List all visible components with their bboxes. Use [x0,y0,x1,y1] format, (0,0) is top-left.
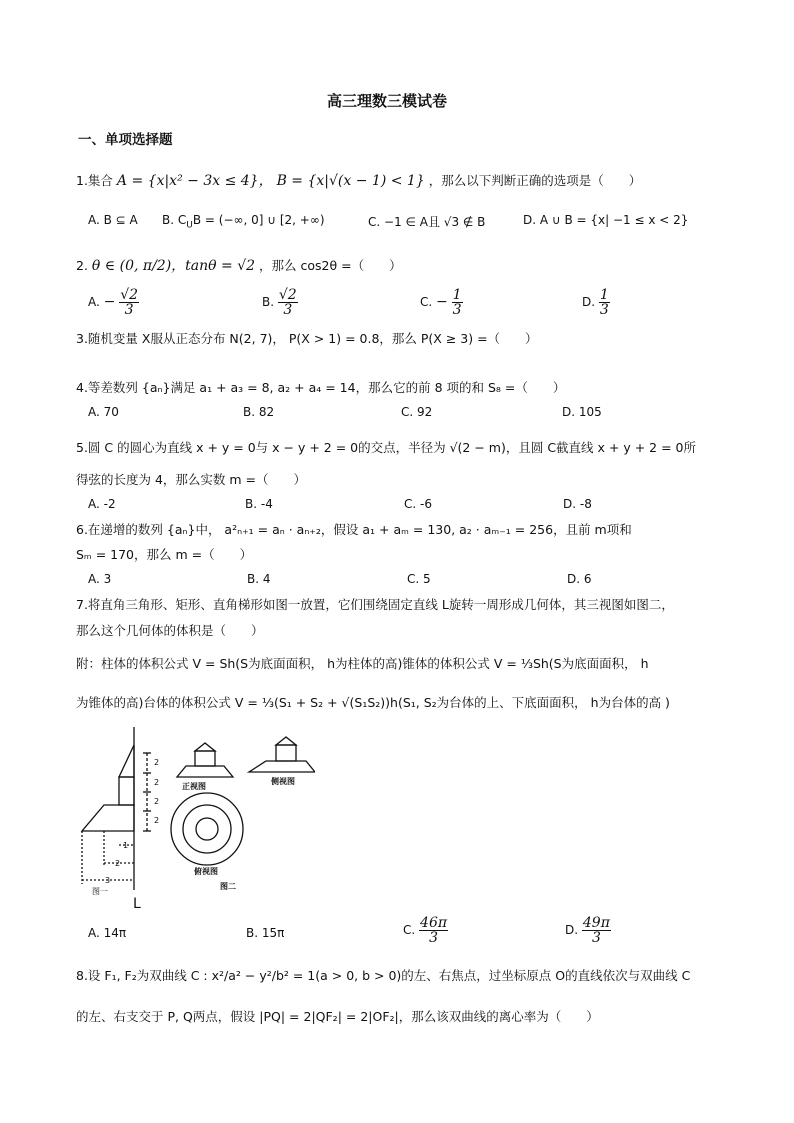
q2-option-c-fraction [452,288,463,317]
q5-option-d[interactable]: D. -8 [563,497,592,511]
numerator: 49π [582,915,610,931]
side-view-body [276,745,296,761]
q2-option-d-label: D. [582,295,596,309]
q6-option-c[interactable]: C. 5 [407,572,431,586]
dimension-label-1: 1 [123,841,129,850]
height-label-1: 2 [154,758,160,767]
trapezoid-shape [82,805,134,831]
q5-option-c[interactable]: C. -6 [404,497,432,511]
q1-prefix: 1.集合 [76,173,113,188]
top-view-label: 俯视图 [194,867,218,876]
q7-option-c-fraction [419,916,448,945]
q1-option-a[interactable]: A. B ⊆ A [88,213,138,227]
height-label-3: 2 [154,797,160,806]
q2-option-b-fraction [278,288,298,317]
front-view-body [195,751,215,766]
question-5-line-2: 得弦的长度为 4，那么实数 m =（ ） [76,472,307,487]
top-view-middle-circle [183,805,231,853]
q1-option-b[interactable] [162,213,325,230]
q7-option-d-label: D. [565,923,579,937]
q4-option-d[interactable]: D. 105 [562,405,602,419]
q7-option-c[interactable] [403,916,448,945]
q1-option-b-rest: B = (−∞, 0] ∪ [2, +∞) [192,213,325,227]
q2-option-d[interactable] [582,288,610,317]
triangle-shape [119,745,134,777]
front-view-label: 正视图 [182,782,206,791]
top-view-inner-circle [196,818,218,840]
q7-option-a[interactable]: A. 14π [88,926,127,940]
q2-option-a[interactable] [88,288,139,317]
q2-option-c[interactable] [420,288,463,317]
q4-option-a[interactable]: A. 70 [88,405,119,419]
section-heading: 一、单项选择题 [78,132,173,148]
question-4: 4.等差数列 {aₙ}满足 a₁ + a₃ = 8, a₂ + a₄ = 14，那么它的前 8 项的和 S₈ =（ ） [76,380,566,395]
numerator: 46π [420,915,448,931]
height-label-4: 2 [154,816,160,825]
question-3: 3.随机变量 X服从正态分布 N(2, 7)， P(X > 1) = 0.8，那么 P(X ≥ 3) =（ ） [76,331,538,346]
q1-option-c[interactable]: C. −1 ∈ A且 √3 ∉ B [368,215,486,229]
question-6-line-2: Sₘ = 170，那么 m =（ ） [76,547,253,562]
side-view-label: 侧视图 [271,777,295,786]
height-label-2: 2 [154,778,160,787]
q5-option-a[interactable]: A. -2 [88,497,116,511]
dimension-label-3: 3 [105,876,111,885]
q7-option-d[interactable] [565,916,611,945]
denominator: 3 [591,930,601,946]
numerator: √2 [278,287,297,303]
q2-option-b-label: B. [262,295,275,309]
figure-2-caption: 图二 [220,882,236,891]
q2-prefix: 2. [76,258,88,273]
q2-option-a-fraction [119,288,139,317]
question-5-line-1: 5.圆 C 的圆心为直线 x + y = 0与 x − y + 2 = 0的交点，半径为 √(2 − m)，且圆 C截直线 x + y + 2 = 0所 [76,440,696,455]
q5-option-b[interactable]: B. -4 [245,497,273,511]
q6-option-d[interactable]: D. 6 [567,572,592,586]
q7-option-c-label: C. [403,923,416,937]
side-view-base [249,761,315,772]
q2-option-b[interactable] [262,288,298,317]
question-6-line-1: 6.在递增的数列 {aₙ}中， a²ₙ₊₁ = aₙ · aₙ₊₂，假设 a₁ + aₘ = 130, a₂ · aₘ₋₁ = 256，且前 m项和 [76,522,632,537]
denominator: 3 [452,302,462,318]
axis-label-l: L [133,896,141,912]
numerator: √2 [120,287,139,303]
numerator: 1 [452,287,462,303]
front-view-base [177,766,233,777]
q7-formula-note-1: 附：柱体的体积公式 V = Sh(S为底面面积， h为柱体的高)锥体的体积公式 V = ⅓Sh(S为底面面积， h [76,656,649,671]
q1-set-b: B = {x|√(x − 1) < 1} [276,173,425,189]
q1-option-b-label: B. C [162,213,187,227]
denominator: 3 [599,302,609,318]
q2-stem: ，那么 cos2θ =（ ） [259,258,402,273]
q7-option-b[interactable]: B. 15π [246,926,285,940]
question-2 [76,255,402,275]
question-7-line-1: 7.将直角三角形、矩形、直角梯形如图一放置，它们围绕固定直线 L旋转一周形成几何体，其三视图如图二， [76,597,674,612]
question-8-line-1: 8.设 F₁, F₂为双曲线 C : x²/a² − y²/b² = 1(a > 0, b > 0)的左、右焦点，过坐标原点 O的直线依次与双曲线 C [76,968,691,983]
q2-option-c-label: C. [420,295,433,309]
q6-option-a[interactable]: A. 3 [88,572,112,586]
q2-option-a-label: A. [88,295,100,309]
q1-set-a: A = {x|x² − 3x ≤ 4}， [116,173,273,189]
question-1 [76,170,641,190]
denominator: 3 [124,302,134,318]
q2-condition: θ ∈ (0, π/2)，tanθ = √2 [91,258,256,274]
q7-figure [75,727,315,913]
dimension-label-2: 2 [115,859,121,868]
q1-option-b-sub: U [186,220,193,231]
q1-option-d[interactable]: D. A ∪ B = {x| −1 ≤ x < 2} [523,213,689,227]
q7-formula-note-2: 为锥体的高)台体的体积公式 V = ⅓(S₁ + S₂ + √(S₁S₂))h(S₁, S₂为台体的上、下底面面积， h为台体的高 ) [76,695,670,710]
q1-stem: ，那么以下判断正确的选项是（ ） [428,173,642,188]
denominator: 3 [283,302,293,318]
denominator: 3 [429,930,438,946]
q7-option-d-fraction [582,916,611,945]
question-8-line-2: 的左、右支交于 P, Q两点，假设 |PQ| = 2|QF₂| = 2|OF₂|，那么该双曲线的离心率为（ ） [76,1009,599,1024]
side-view-roof [276,737,296,745]
numerator: 1 [599,287,609,303]
q2-option-c-sign: − [436,294,448,310]
page-title: 高三理数三模试卷 [327,92,448,110]
q6-option-b[interactable]: B. 4 [247,572,271,586]
q4-option-c[interactable]: C. 92 [401,405,433,419]
q2-option-a-sign: − [103,294,116,310]
top-view-outer-circle [171,793,243,865]
question-7-line-2: 那么这个几何体的体积是（ ） [76,623,264,638]
figure-1-caption: 图一 [92,887,108,896]
front-view-roof [195,743,215,751]
q4-option-b[interactable]: B. 82 [243,405,275,419]
rectangle-shape [119,777,134,805]
q2-option-d-fraction [599,288,610,317]
